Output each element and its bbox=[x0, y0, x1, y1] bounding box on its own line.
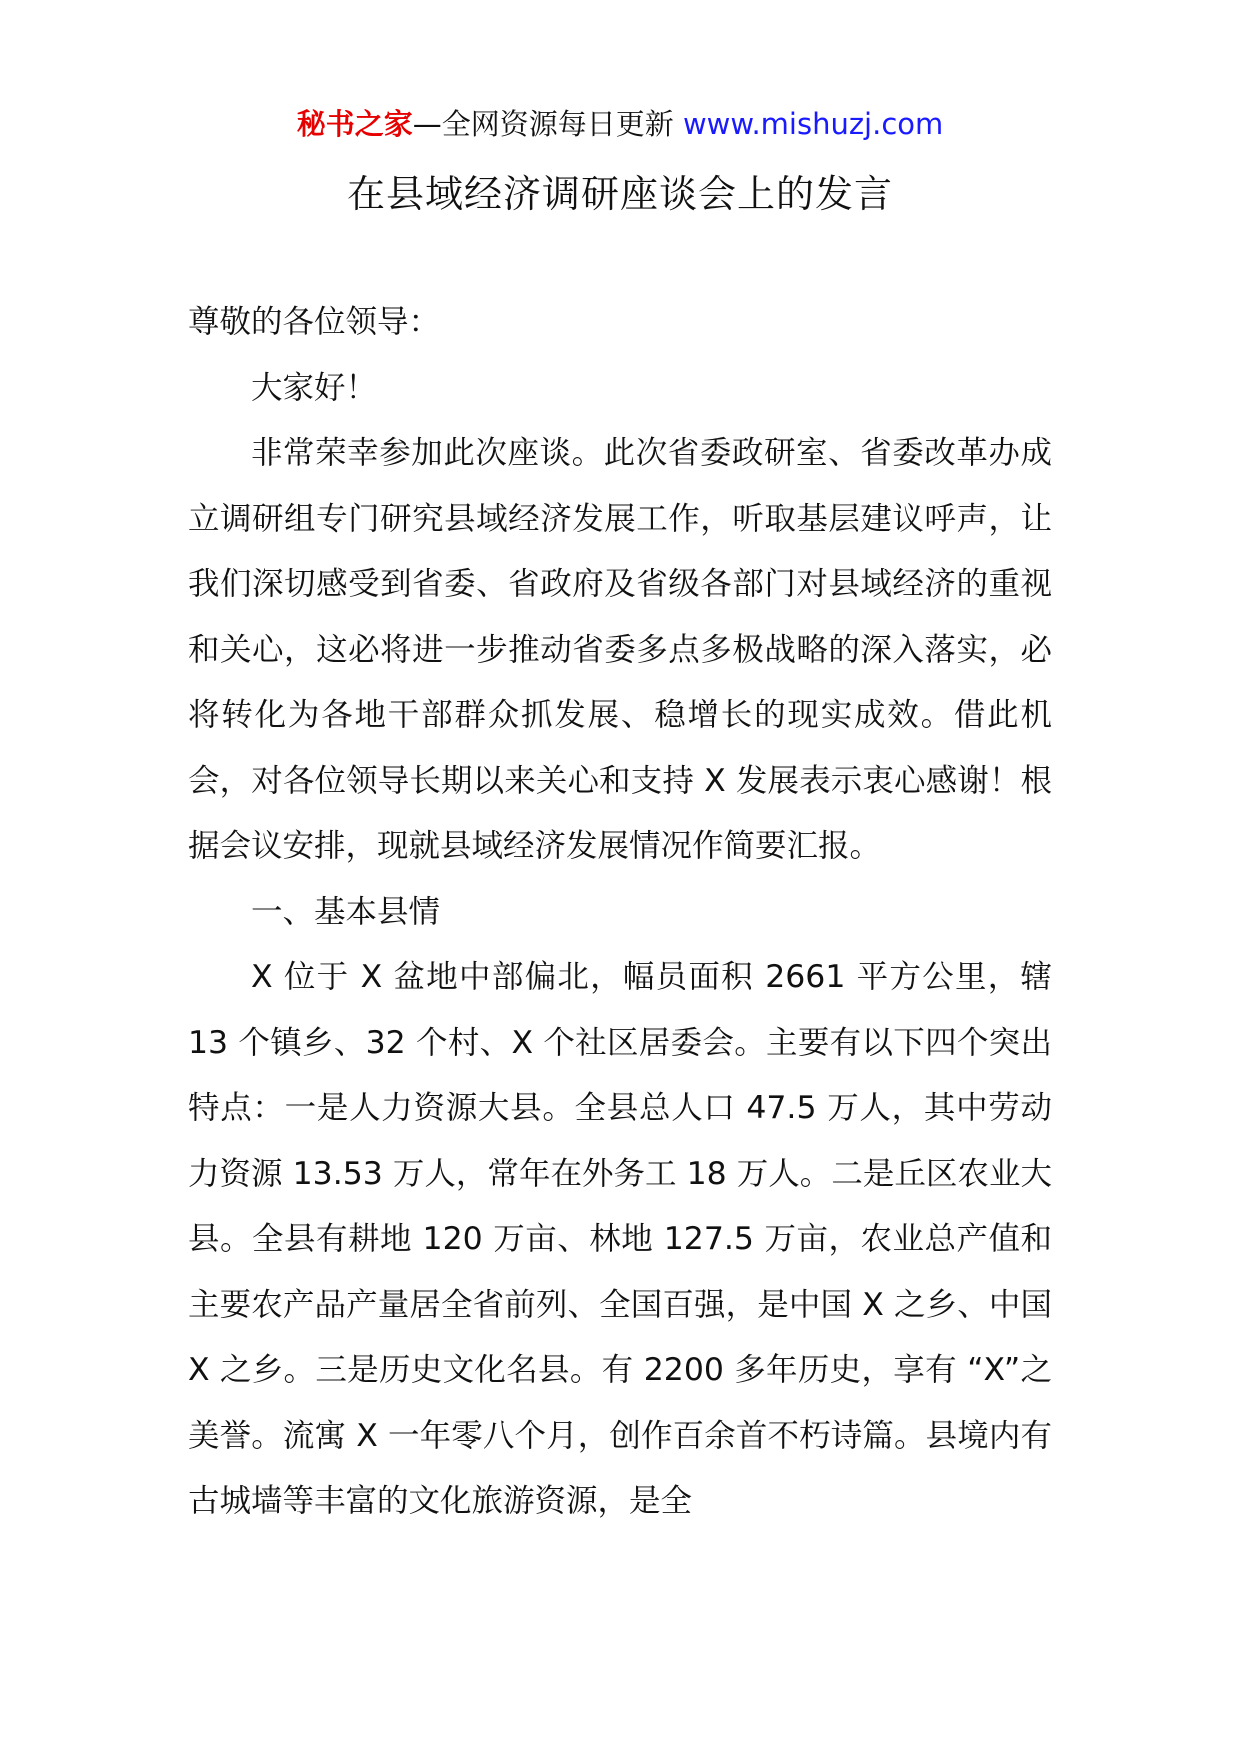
county-overview-paragraph: X 位于 X 盆地中部偏北，幅员面积 2661 平方公里，辖 13 个镇乡、32 个村、X 个社区居委会。主要有以下四个突出特点：一是人力资源大县。全县总人口 47.5 万人，其中劳动力资源 13.53 万人，常年在外务工 18 万人。二是丘区农业大县。全县有耕地 120 万亩、林地 127.5 万亩，农业总产值和主要农产品产量居全省前列、全国百强，是中国 X 之乡、中国 X 之乡。三是历史文化名县。有 2200 多年历史，享有 “X”之美誉。流寓 X 一年零八个月，创作百余首不朽诗篇。县境内有古城墙等丰富的文化旅游资源，是全 bbox=[188, 959, 1052, 1519]
site-url-link[interactable]: www.mishuzj.com bbox=[682, 107, 944, 141]
site-header bbox=[0, 102, 1240, 146]
salutation: 尊敬的各位领导： bbox=[188, 304, 441, 340]
section-heading: 一、基本县情 bbox=[251, 893, 441, 930]
brand-name: 秘书之家 bbox=[296, 107, 413, 141]
greeting-paragraph: 大家好！ bbox=[251, 369, 378, 406]
document-title: 在县域经济调研座谈会上的发言 bbox=[346, 172, 893, 216]
document-body bbox=[188, 290, 1052, 1535]
header-slogan: —全网资源每日更新 bbox=[412, 107, 683, 141]
intro-paragraph: 非常荣幸参加此次座谈。此次省委政研室、省委改革办成立调研组专门研究县域经济发展工作，听取基层建议呼声，让我们深切感受到省委、省政府及省级各部门对县域经济的重视和关心，这必将进一步推动省委多点多极战略的深入落实，必将转化为各地干部群众抓发展、稳增长的现实成效。借此机会，对各位领导长期以来关心和支持 X 发展表示衷心感谢！根据会议安排，现就县域经济发展情况作简要汇报。 bbox=[188, 435, 1052, 864]
